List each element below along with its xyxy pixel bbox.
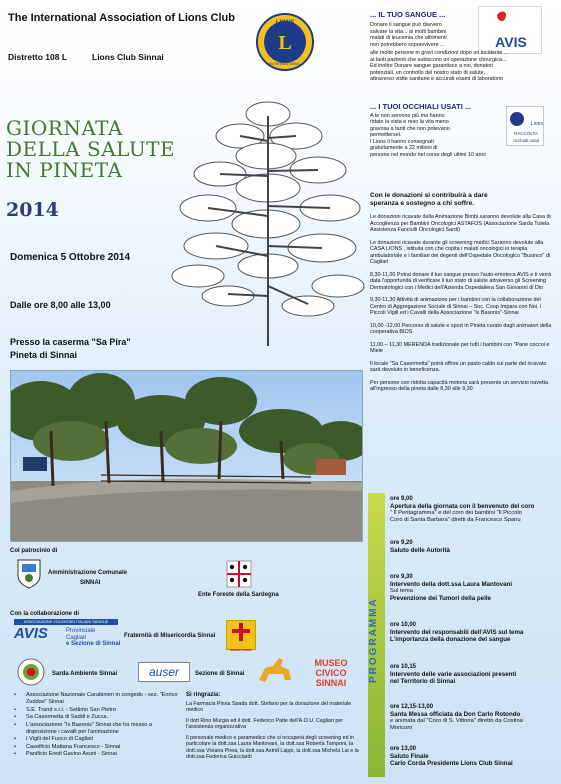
- event-title-line-1: GIORNATA: [6, 116, 123, 140]
- misericordia-logo: [226, 620, 256, 650]
- glasses-line: A te non servono più ma hanno: [370, 112, 445, 119]
- glasses-section: [370, 104, 500, 158]
- programme-line: " Il Pentagramma" e del coro dei bambini "Il Piccolo: [390, 510, 522, 516]
- event-hours: Dalle ore 8,00 alle 13,00: [10, 300, 111, 310]
- association-item: • Caseificio Mattana Francesco - Sinnai: [10, 744, 180, 751]
- programme-line: Sul tema: [390, 588, 413, 594]
- donation-paragraph: Le donazioni ricavate durante gli screening medici Saranno devolute alla CASA LIONS , istituita con che copita i malati oncologici in terapia ambulatoriale e i familiari dei degenti dell'Ospedale Oncologico "Businco" di Cagliari: [370, 239, 551, 265]
- donation-paragraph: 10,00 -12,00 Percorso di salute e sport in Pineta curato dagli animatori della cooperativa BIOS: [370, 322, 552, 335]
- donation-paragraph: 8,30-11,00 Potrai donare il tuo sangue presso l'auto-emoteca AVIS e ti verrà data l'opportunità di verificare il tuo stato di salute attraverso gli Screening Dermatologici con i Medici dell'Azienda Ospedaliera San Giovanni di Dio: [370, 271, 552, 291]
- association-item: • Sa Casermetta di Saddi e Zucca.: [10, 714, 180, 721]
- glasses-line: gratuitamente a 22 milioni di: [370, 145, 438, 151]
- blood-line: Ed inoltre Donare sangue garantisce a noi, donatori: [370, 63, 494, 69]
- programme-line: e animata dal "Coro di S. Vittoria" diretto da Cristina: [390, 718, 523, 724]
- blood-line: alle molte persone in gravi condizioni dopo un incidente ...: [370, 50, 509, 56]
- district-label: Distretto 108 L: [8, 52, 68, 62]
- comune-label: Amministrazione Comunale: [48, 570, 128, 576]
- programme-line: nel Territorio di Sinnai: [390, 678, 456, 685]
- event-title-line-2: DELLA SALUTE: [6, 137, 176, 161]
- association-item: • Panificio Eredi Gavino Asuni - Sinnai: [10, 751, 180, 758]
- blood-line: ai tanti pazienti che subiscono un'operazione chirurgica...: [370, 56, 507, 63]
- avis-logo: [478, 6, 542, 54]
- avis-city-label: Cagliari: [66, 634, 87, 641]
- programme-line: Prevenzione dei Tumori della pelle: [390, 595, 491, 602]
- donations-title: [370, 192, 552, 208]
- event-title: [6, 118, 175, 181]
- glasses-line: permettersel.: [370, 132, 402, 138]
- programme-line: Intervento delle varie associazioni presenti: [390, 671, 517, 678]
- programme-item: [390, 574, 556, 602]
- museo-line: SINNAI: [315, 678, 347, 688]
- programme-item: [390, 664, 556, 685]
- programme-time: ore 12,15-13,00: [390, 704, 434, 710]
- donation-paragraph: Le donazioni ricavate dalla Animazione Bimbi saranno devolute alla Casa di Accoglienza per Bambini Oncologici ASTAFOS (Associazione Sarda Tutela Assistenza Fanciulli Oncologici Sardi): [370, 214, 551, 233]
- programme-time: ore 13,00: [390, 746, 417, 752]
- event-year: 2014: [6, 199, 59, 221]
- avis-provincial-info: [66, 628, 120, 648]
- acknowledgement-line: Il personale medico e paramedico che si occuperà degli screening ed in particolare la dott.ssa Laura Mantovani, la dott.ssa Roberta Tamponi, la dott.ssa Viviana Pirea, la dott.ssa Astrid Lappi, la dott.ssa Michela Lai e la dott.ssa Federica Guicciardi: [186, 734, 359, 760]
- programme-time: ore 10,15: [390, 664, 417, 670]
- associations-list: [10, 692, 180, 759]
- association-item: • Associazione Nazionale Carabinieri in congedo - sez. "Enrico Zuddas" Sinnai: [10, 692, 180, 707]
- avis-section-label: e Sezione di Sinnai: [66, 641, 121, 648]
- club-label: Lions Club Sinnai: [92, 52, 164, 62]
- blood-line: potenziali, un controllo del nostro stato di salute,: [370, 69, 486, 76]
- glasses-line: ridato la vista e reso la vita meno: [370, 119, 449, 125]
- pine-tree-illustration: [168, 96, 368, 346]
- programme-line: Apertura della giornata con il benvenuto del coro: [390, 503, 535, 510]
- donation-paragraph: Per persone con ridotta capacità motoria sarà presente un servizio navetta all'ingresso della pineta dalle 8,30 alle 9,30: [370, 379, 548, 392]
- avis-provincial-label: Provinciale: [66, 628, 96, 634]
- blood-text-bottom: [370, 50, 555, 83]
- organization-title: The International Association of Lions Club: [8, 12, 235, 24]
- programme-item: [390, 622, 556, 643]
- donation-paragraph: Il locale "Sa Casermetta" potrà offrire un pasto caldo cui parte del ricavato sarà devoluto in beneficenza.: [370, 360, 547, 373]
- foreste-label: Ente Foreste della Sardegna: [198, 592, 279, 598]
- acknowledgement-line: Il dott Rino Murgia ed il dott. Federico Patte dell'A.O.U. Cagliari per l'assistenza organizzativa: [186, 717, 344, 730]
- programme-line: L'importanza della donazione del sangue: [390, 636, 511, 643]
- blood-line: malati di leucemia che altrimenti: [370, 35, 447, 41]
- acknowledgements: [186, 692, 364, 761]
- comune-town: SINNAI: [80, 580, 101, 586]
- event-title-line-3: IN PINETA: [6, 158, 123, 182]
- programme-time: ore 9,00: [390, 496, 413, 502]
- misericordia-label: Fraternità di Misericordia Sinnai: [124, 633, 216, 639]
- programme-line: Santa Messa officiata da Don Carlo Rotondo: [390, 711, 521, 718]
- lions-logo: [255, 12, 315, 72]
- avis-header-banner: ASSOCIAZIONE VOLONTARI ITALIANI SANGUE: [14, 619, 118, 625]
- blood-title: ... IL TUO SANGUE ...: [370, 10, 446, 19]
- blood-line: Donare il sangue può davvero: [370, 22, 442, 28]
- programme-label: PROGRAMMA: [368, 597, 379, 683]
- programme-time: ore 9,30: [390, 574, 413, 580]
- glasses-line: gravosa a tanti che non potevano: [370, 125, 450, 132]
- event-place-line-2: Pineta di Sinnai: [10, 350, 78, 360]
- donation-paragraph: 9,30-11,30 Attività di animazione per i bambini con la collaborazione del Centro di Aggregazione Sociale di Sinnai – Soc. Coop Impara con Noi, i Piccoli Vigili ed i Cavalli della Associazione "is Basonis"-Sinnai: [370, 297, 542, 316]
- donations-title-line: speranza e sostegno a chi soffre.: [370, 200, 475, 207]
- blood-line: attraverso visite sanitarie e accurati esami di laboratorio: [370, 76, 504, 82]
- blood-line: non potrebbero sopravvivere ...: [370, 41, 445, 48]
- sinnai-coat-of-arms-icon: [16, 556, 42, 590]
- glasses-logo-line-2: RACCOLTA: [514, 131, 538, 136]
- lions-logo-subtext: INTERNATIONAL: [269, 61, 301, 66]
- auser-label: Sezione di Sinnai: [195, 671, 245, 677]
- blood-text-top: [370, 22, 485, 48]
- glasses-collection-logo: [506, 106, 544, 146]
- programme-time: ore 10,00: [390, 622, 417, 628]
- programme-line: Moriconi: [390, 725, 412, 731]
- glasses-line: persone nel mondo nel corso degli ultimi 10 anni: [370, 151, 486, 158]
- patronage-label: Col patrocinio di: [10, 548, 58, 554]
- misericordia-logo-text: MISERICORDIE: [229, 648, 252, 652]
- glasses-line: I Lions li hanno consegnati: [370, 138, 434, 145]
- museo-line: MUSEO CIVICO: [314, 658, 348, 678]
- programme-line: Saluto Finale: [390, 753, 429, 760]
- donations-title-line: Con le donazioni si contribuirà a dare: [370, 192, 488, 199]
- programme-line: Coro di Santa Barbara" diretti da Francesco Spanu: [390, 517, 521, 523]
- donations-section: [370, 192, 552, 393]
- event-place: [10, 336, 131, 362]
- pine-forest-photo: [10, 370, 363, 542]
- sarda-ambiente-logo-icon: [16, 657, 46, 687]
- programme-line: Intervento del responsabili dell'AVIS sul tema: [390, 629, 524, 636]
- blood-line: salvare la vita... ai molti bambini: [370, 28, 447, 35]
- glasses-logo-line-3: occhiali usati: [513, 138, 539, 143]
- programme-line: Saluto delle Autorità: [390, 547, 450, 554]
- collaboration-label: Con la collaborazione di: [10, 611, 80, 617]
- blood-section: [370, 12, 480, 19]
- horse-icon: [255, 654, 295, 686]
- lions-logo-text: LIONS: [275, 20, 295, 26]
- museo-civico-label: [298, 658, 364, 688]
- glasses-title: ... I TUOI OCCHIALI USATI ...: [370, 102, 472, 111]
- programme-item: [390, 496, 556, 524]
- acknowledgements-title: Si ringrazia:: [186, 692, 221, 698]
- programme-item: [390, 746, 556, 767]
- svg-text:L: L: [278, 32, 292, 54]
- event-date: Domenica 5 Ottobre 2014: [10, 252, 131, 263]
- programme-line: Intervento della dott.ssa Laura Mantovani: [390, 581, 513, 588]
- sarda-ambiente-label: Sarda Ambiente Sinnai: [52, 671, 118, 677]
- donation-paragraph: 11,00 – 11,30 MERENDA tradizionale per tutti i bambini con "Pane coccoi e Miele: [370, 341, 550, 354]
- auser-logo: auser: [138, 662, 190, 682]
- programme-time: ore 9,20: [390, 540, 413, 546]
- programme-line: Carlo Corda Presidente Lions Club Sinnai: [390, 760, 513, 767]
- programme-item: [390, 704, 556, 732]
- association-item: • S.E. Trand s.r.l. - Settimo San Pietro: [10, 707, 180, 714]
- association-item: • L'associazione "Is Basonis" Sinnai che ha messo a disposizione i cavalli per l'animazione: [10, 722, 180, 737]
- sardinia-flag-icon: [226, 560, 252, 588]
- programme-item: [390, 540, 556, 554]
- acknowledgement-line: La Farmacia Pinna Spada dott. Stefano per la donazione del materiale medico: [186, 700, 352, 713]
- event-place-line-1: Presso la caserma "Sa Pira": [10, 337, 131, 347]
- association-item: • I Vigili del Fuoco di Cagliari: [10, 736, 180, 743]
- glasses-logo-line-1: Lions: [531, 121, 543, 127]
- avis-logo-text: AVIS: [495, 34, 527, 50]
- avis-provincial-logo: AVIS: [14, 625, 48, 642]
